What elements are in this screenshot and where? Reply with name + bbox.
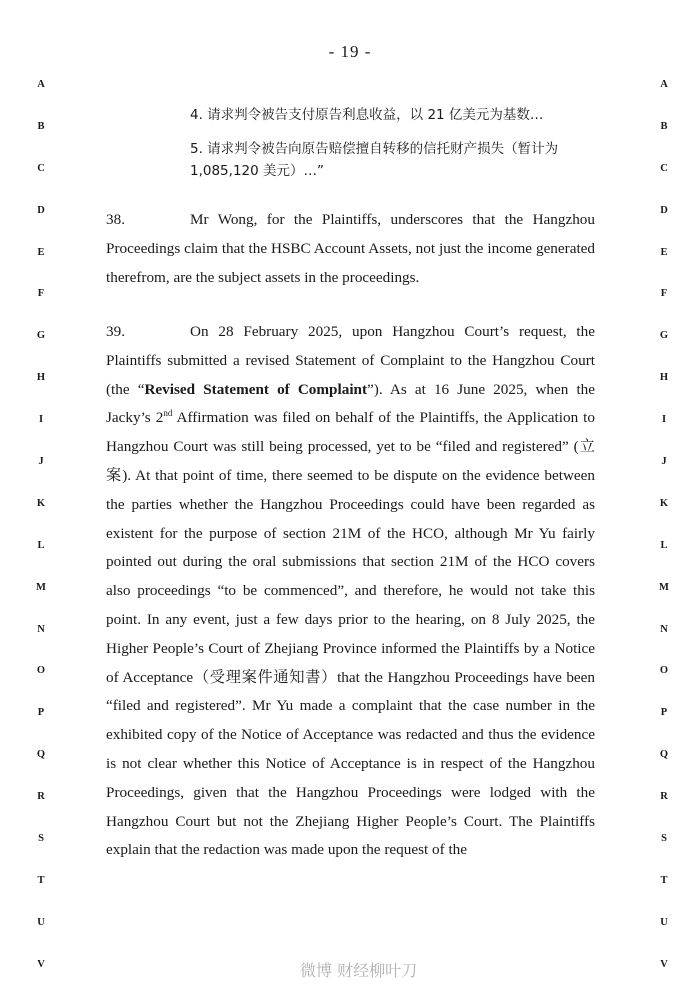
margin-letter: D: [660, 204, 668, 216]
margin-letter: M: [36, 581, 46, 593]
margin-letter: H: [36, 372, 46, 384]
margin-letter: P: [37, 707, 45, 719]
margin-letter: M: [659, 581, 669, 593]
margin-letter: V: [660, 958, 668, 970]
margin-letter: A: [37, 79, 45, 90]
margin-letter: O: [659, 665, 669, 677]
margin-letter: A: [660, 79, 668, 90]
paragraph-text-part3: Affirmation was filed on behalf of the Plaintiffs, the Application to Hangzhou Court was still being processed, yet to be “filed and registered” (立案). At that point of time, there seemed to be dispute on the evidence between the parties whether the Hangzhou Proceedings could have been regarded as existent for the purpose of section 21M of the HCO, although Mr Yu fairly pointed out during the oral submissions that section 21M of the HCO covers also proceedings “to be commenced”, and therefore, he would not take this point. In any event, just a few days prior to the hearing, on 8 July 2025, the Higher People’s Court of Zhejiang Province informed the Plaintiffs by a Notice of Acceptance（受理案件通知書）that the Hangzhou Proceedings have been “filed and registered”. Mr Yu made a complaint that the case number in the exhibited copy of the Notice of Acceptance was redacted and thus the evidence is not clear whether this Notice of Acceptance is in respect of the Hangzhou Proceedings, given that the Hangzhou Proceedings were lodged with the Hangzhou Court but not the Zhejiang Higher People’s Court. The Plaintiffs explain that the redaction was made upon the request of the: [106, 409, 595, 859]
watermark: 微博 财经柳叶刀: [300, 961, 418, 980]
ordinal-suffix: nd: [163, 408, 173, 419]
margin-letter: B: [660, 120, 668, 132]
paragraph-39: [106, 318, 595, 865]
margin-letter: I: [38, 414, 44, 426]
margin-letter: V: [37, 958, 45, 970]
paragraph-text-part2: ”). As at 16 June 2025, when the Jacky’s 2: [106, 380, 596, 427]
margin-letter: T: [660, 874, 668, 886]
page-number: - 19 -: [328, 42, 372, 61]
margin-letter: F: [660, 288, 668, 300]
defined-term: Revised Statement of Complaint: [144, 380, 368, 398]
quote-item-5: 5. 请求判令被告向原告赔偿擅自转移的信托财产损失（暂计为 1,085,120 美元）…”: [190, 141, 559, 179]
right-margin-letters: [654, 79, 674, 1001]
margin-letter: G: [36, 330, 46, 342]
quote-item-4: 4. 请求判令被告支付原告利息收益，以 21 亿美元为基数…: [190, 107, 544, 123]
margin-letter: B: [37, 120, 45, 132]
paragraph-text: Mr Wong, for the Plaintiffs, underscores that the Hangzhou Proceedings claim that the HSBC Account Assets, not just the income generated therefrom, are the subject assets in the proceedings.: [106, 211, 595, 286]
margin-letter: H: [659, 372, 669, 384]
margin-letter: C: [660, 162, 668, 174]
paragraph-number: 39.: [106, 323, 125, 340]
margin-letter: L: [37, 539, 45, 551]
margin-letter: K: [659, 497, 669, 509]
left-margin-letters: [31, 79, 51, 1001]
margin-letter: Q: [659, 749, 669, 761]
margin-letter: D: [37, 204, 45, 216]
margin-letter: O: [36, 665, 46, 677]
margin-letter: S: [661, 833, 667, 845]
margin-letter: R: [660, 791, 668, 803]
margin-letter: G: [659, 330, 669, 342]
margin-letter: P: [660, 707, 668, 719]
margin-letter: T: [37, 874, 45, 886]
margin-letter: K: [36, 497, 46, 509]
margin-letter: N: [37, 623, 45, 635]
margin-letter: J: [661, 456, 667, 468]
margin-letter: E: [37, 246, 45, 258]
margin-letter: I: [661, 414, 667, 426]
margin-letter: L: [660, 539, 668, 551]
margin-letter: R: [37, 791, 45, 803]
margin-letter: J: [38, 456, 44, 468]
margin-letter: Q: [36, 749, 46, 761]
paragraph-number: 38.: [106, 211, 125, 228]
margin-letter: U: [37, 916, 45, 928]
margin-letter: U: [660, 916, 668, 928]
margin-letter: C: [37, 162, 45, 174]
margin-letter: S: [38, 833, 44, 845]
margin-letter: E: [660, 246, 668, 258]
paragraph-38: [106, 206, 595, 292]
paragraph-text-part1: On 28 February 2025, upon Hangzhou Court’s request, the Plaintiffs submitted a revised Statement of Complaint to the Hangzhou Court (the “: [106, 323, 595, 398]
margin-letter: N: [660, 623, 668, 635]
margin-letter: F: [37, 288, 45, 300]
